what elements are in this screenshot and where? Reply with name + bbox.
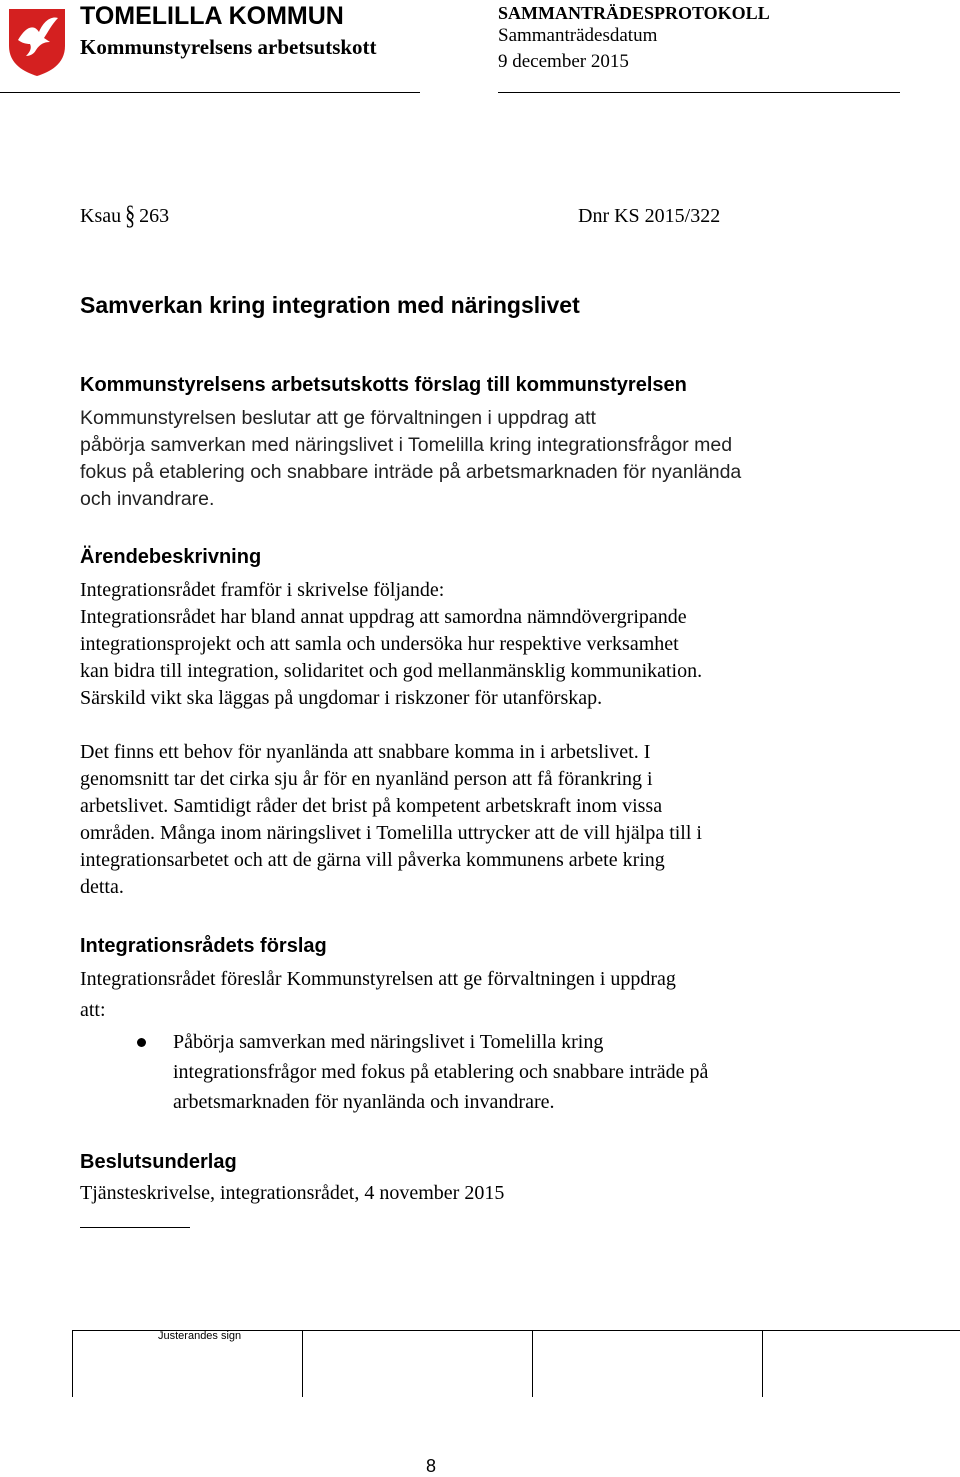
council-proposal-list [80, 1027, 820, 1117]
proposal-text [80, 405, 820, 513]
text-line: genomsnitt tar det cirka sju år för en nyanländ person att få förankring i [80, 768, 653, 790]
header-divider-left [0, 92, 420, 93]
page-number: 8 [426, 1456, 437, 1476]
signature-cell [302, 1331, 303, 1397]
list-item [80, 1027, 820, 1117]
date-label: Sammanträdesdatum [498, 25, 658, 46]
organization-name: TOMELILLA KOMMUN [80, 2, 344, 30]
text-line: integrationsfrågor med fokus på etablering och snabbare inträde på [173, 1061, 709, 1083]
text-line: påbörja samverkan med näringslivet i Tomelilla kring integrationsfrågor med [80, 434, 733, 456]
basis-heading: Beslutsunderlag [80, 1151, 237, 1173]
text-line: arbetsmarknaden för nyanlända och invandrare. [173, 1091, 555, 1113]
text-line: Integrationsrådet har bland annat uppdrag att samordna nämndövergripande [80, 606, 687, 628]
header-divider-right [498, 92, 900, 93]
basis-text [80, 1180, 820, 1207]
text-line: Kommunstyrelsen beslutar att ge förvaltningen i uppdrag att [80, 407, 596, 429]
description-text-a [80, 577, 820, 712]
case-prefix: Ksau [80, 205, 122, 227]
text-line: Särskild vikt ska läggas på ungdomar i riskzoner för utanförskap. [80, 687, 603, 709]
description-text-b [80, 739, 820, 901]
text-line: och invandrare. [80, 488, 215, 510]
end-divider [80, 1227, 190, 1228]
text-line: detta. [80, 876, 124, 898]
council-proposal-heading: Integrationsrådets förslag [80, 935, 327, 957]
text-line: Integrationsrådet framför i skrivelse följande: [80, 579, 445, 601]
text-line: kan bidra till integration, solidaritet och god mellanmänsklig kommunikation. [80, 660, 703, 682]
text-line: att: [80, 999, 106, 1021]
proposal-heading: Kommunstyrelsens arbetsutskotts förslag till kommunstyrelsen [80, 374, 687, 396]
text-line: arbetslivet. Samtidigt råder det brist på kompetent arbetskraft inom vissa [80, 795, 663, 817]
text-line: integrationsprojekt och att samla och undersöka hur respektive verksamhet [80, 633, 679, 655]
page-title: Samverkan kring integration med näringslivet [80, 292, 580, 318]
signature-cell [532, 1331, 533, 1397]
municipal-crest-icon [6, 6, 68, 78]
description-heading: Ärendebeskrivning [80, 546, 262, 568]
council-proposal-text [80, 964, 820, 1026]
meeting-date: 9 december 2015 [498, 51, 629, 72]
document-type: SAMMANTRÄDESPROTOKOLL [498, 3, 770, 23]
signature-label: Justerandes sign [158, 1330, 242, 1342]
signature-cell [762, 1331, 763, 1397]
text-line: integrationsarbetet och att de gärna vill påverka kommunens arbete kring [80, 849, 665, 871]
text-line: Integrationsrådet föreslår Kommunstyrelsen att ge förvaltningen i uppdrag [80, 968, 676, 990]
bullet-icon [137, 1038, 146, 1047]
diary-number: Dnr KS 2015/322 [578, 205, 721, 227]
text-line: Påbörja samverkan med näringslivet i Tomelilla kring [173, 1031, 604, 1053]
case-paragraph-number: 263 [139, 205, 170, 227]
text-line: Tjänsteskrivelse, integrationsrådet, 4 november 2015 [80, 1182, 505, 1204]
case-number [80, 200, 170, 231]
text-line: Det finns ett behov för nyanlända att snabbare komma in i arbetslivet. I [80, 741, 651, 763]
section-symbol: § [125, 200, 136, 231]
committee-name: Kommunstyrelsens arbetsutskott [80, 35, 377, 59]
text-line: områden. Många inom näringslivet i Tomelilla uttrycker att de vill hjälpa till i [80, 822, 702, 844]
text-line: fokus på etablering och snabbare inträde på arbetsmarknaden för nyanlända [80, 461, 742, 483]
signature-cell [72, 1331, 73, 1397]
